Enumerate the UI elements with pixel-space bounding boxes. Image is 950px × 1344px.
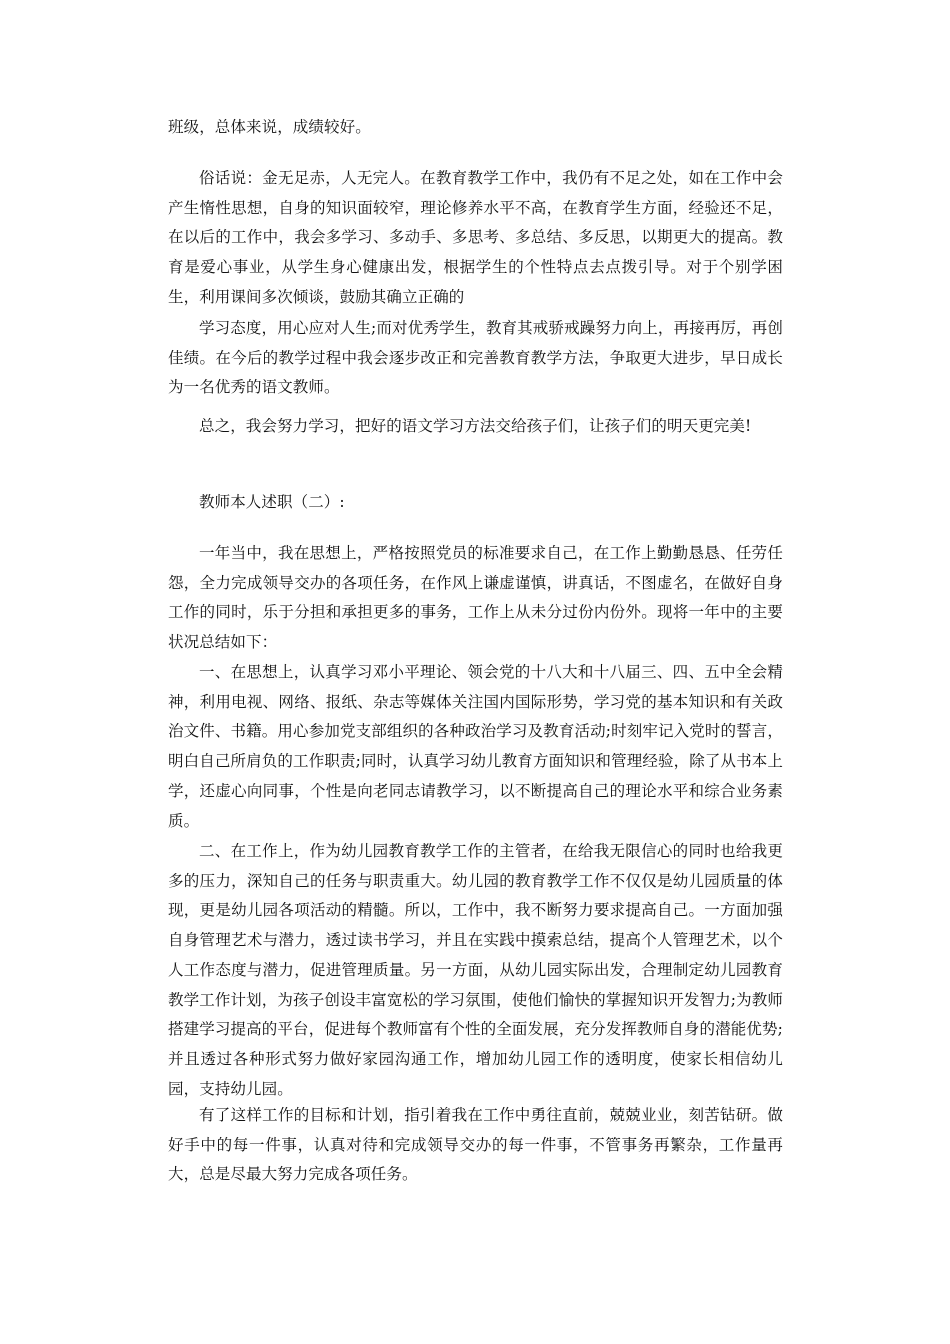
- paragraph-2: 俗话说：金无足赤，人无完人。在教育教学工作中，我仍有不足之处，如在工作中会产生惰性思想，自身的知识面较窄，理论修养水平不高，在教育学生方面，经验还不足，在以后的工作中，我会多学习、多动手、多思考、多总结、多反思，以期更大的提高。教育是爱心事业，从学生身心健康出发，根据学生的个性特点去点拨引导。对于个别学困生，利用课间多次倾谈，鼓励其确立正确的: [168, 169, 783, 306]
- paragraph-8: 有了这样工作的目标和计划，指引着我在工作中勇往直前，兢兢业业，刻苦钻研。做好手中的每一件事，认真对待和完成领导交办的每一件事，不管事务再繁杂，工作量再大，总是尽最大努力完成各项任务。: [168, 1106, 783, 1184]
- paragraph-5: 一年当中，我在思想上，严格按照党员的标准要求自己，在工作上勤勤恳恳、任劳任怨，全力完成领导交办的各项任务，在作风上谦虚谨慎，讲真话，不图虚名，在做好自身工作的同时，乐于分担和承担更多的事务，工作上从未分过份内份外。现将一年中的主要状况总结如下：: [168, 544, 783, 652]
- paragraph-7: 二、在工作上，作为幼儿园教育教学工作的主管者，在给我无限信心的同时也给我更多的压力，深知自己的任务与职责重大。幼儿园的教育教学工作不仅仅是幼儿园质量的体现，更是幼儿园各项活动的精髓。所以，工作中，我不断努力要求提高自己。一方面加强自身管理艺术与潜力，透过读书学习，并且在实践中摸索总结，提高个人管理艺术，以个人工作态度与潜力，促进管理质量。另一方面，从幼儿园实际出发，合理制定幼儿园教育教学工作计划，为孩子创设丰富宽松的学习氛围，使他们愉快的掌握知识开发智力;为教师搭建学习提高的平台，促进每个教师富有个性的全面发展，充分发挥教师自身的潜能优势;并且透过各种形式努力做好家园沟通工作，增加幼儿园工作的透明度，使家长相信幼儿园，支持幼儿园。: [168, 842, 783, 1098]
- paragraph-3: 学习态度，用心应对人生;而对优秀学生，教育其戒骄戒躁努力向上，再接再厉，再创佳绩。在今后的教学过程中我会逐步改正和完善教育教学方法，争取更大进步，早日成长为一名优秀的语文教师。: [168, 319, 783, 397]
- paragraph-4: 总之，我会努力学习，把好的语文学习方法交给孩子们，让孩子们的明天更完美!: [199, 417, 752, 435]
- paragraph-6: 一、在思想上，认真学习邓小平理论、领会党的十八大和十八届三、四、五中全会精神，利用电视、网络、报纸、杂志等媒体关注国内国际形势，学习党的基本知识和有关政治文件、书籍。用心参加党支部组织的各种政治学习及教育活动;时刻牢记入党时的誓言，明白自己所肩负的工作职责;同时，认真学习幼儿教育方面知识和管理经验，除了从书本上学，还虚心向同事，个性是向老同志请教学习，以不断提高自己的理论水平和综合业务素质。: [168, 663, 783, 830]
- section-heading: 教师本人述职（二）:: [199, 493, 345, 511]
- paragraph-1: 班级，总体来说，成绩较好。: [168, 118, 371, 136]
